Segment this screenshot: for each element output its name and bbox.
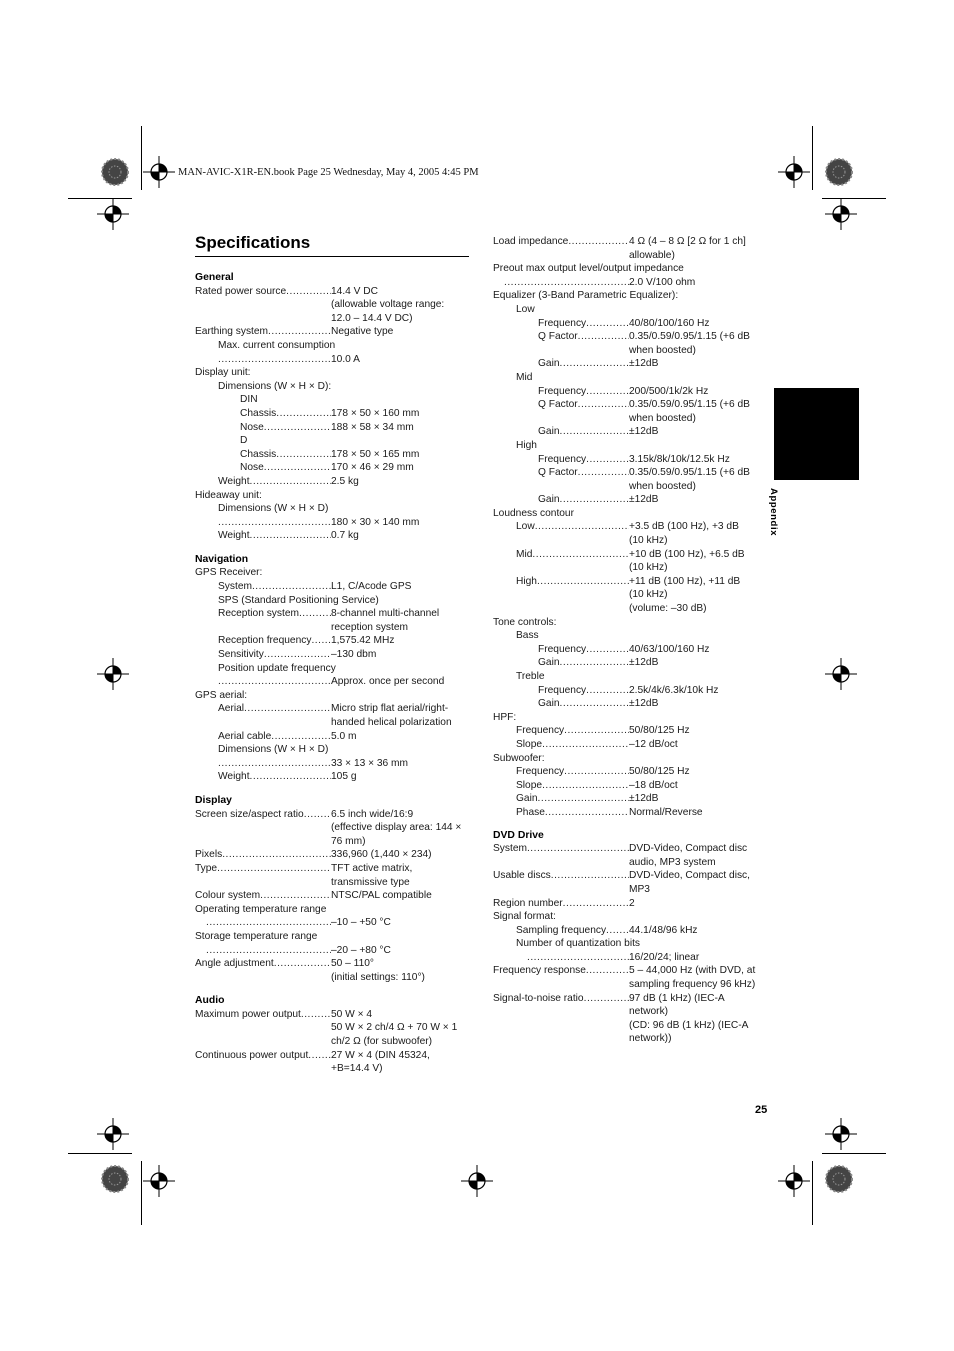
spec-label: Sampling frequency bbox=[516, 924, 607, 936]
spec-value: 40/80/100/160 Hz bbox=[629, 317, 710, 329]
section-heading: Audio bbox=[195, 995, 225, 1007]
spec-label: Maximum power output bbox=[195, 1008, 301, 1020]
spec-entry bbox=[493, 235, 765, 262]
spec-label: Usable discs bbox=[493, 870, 551, 882]
spec-value: 1,575.42 MHz bbox=[331, 635, 395, 647]
spec-entry bbox=[195, 634, 471, 648]
registration-mark-icon bbox=[143, 1165, 175, 1197]
spec-value: 2.5k/4k/6.3k/10k Hz bbox=[629, 684, 719, 696]
leader-dots bbox=[560, 425, 629, 439]
leader-dots bbox=[586, 317, 629, 331]
leader-dots bbox=[299, 607, 331, 634]
spec-value: 0.35/0.59/0.95/1.15 (+6 dB when boosted) bbox=[629, 467, 750, 492]
spec-subheading: SPS (Standard Positioning Service) bbox=[218, 594, 379, 606]
spec-value: 27 W × 4 (DIN 45324, +B=14.4 V) bbox=[331, 1049, 430, 1075]
spec-entry bbox=[493, 792, 765, 806]
spec-label: Signal-to-noise ratio bbox=[493, 992, 584, 1004]
spec-entry bbox=[493, 330, 765, 357]
page-title: Specifications bbox=[195, 233, 469, 257]
spec-value: ±12dB bbox=[629, 698, 659, 710]
spec-label: Region number bbox=[493, 897, 563, 909]
spec-entry bbox=[195, 325, 471, 339]
spec-label: Frequency response bbox=[493, 965, 586, 977]
leader-dots bbox=[260, 889, 331, 903]
spec-value: 188 × 58 × 34 mm bbox=[331, 421, 414, 433]
spec-value: 0.7 kg bbox=[331, 530, 359, 542]
spec-entry bbox=[195, 529, 471, 543]
spec-subheading: Mid bbox=[516, 371, 533, 383]
registration-mark-icon bbox=[778, 156, 810, 188]
leader-dots bbox=[250, 529, 331, 543]
spec-subheading: Storage temperature range bbox=[195, 930, 318, 942]
section-heading: Display bbox=[195, 794, 232, 806]
spec-value: 178 × 50 × 160 mm bbox=[331, 407, 420, 419]
leader-dots bbox=[264, 648, 331, 662]
spec-label: Angle adjustment bbox=[195, 958, 274, 970]
spec-subheading: Position update frequency bbox=[218, 662, 336, 674]
spec-label: Pixels bbox=[195, 849, 223, 861]
leader-dots bbox=[222, 848, 331, 862]
page-number: 25 bbox=[755, 1104, 768, 1116]
section-heading: Navigation bbox=[195, 553, 249, 565]
leader-dots bbox=[218, 353, 331, 367]
registration-mark-icon bbox=[778, 1165, 810, 1197]
leader-dots bbox=[606, 924, 629, 938]
spec-entry bbox=[195, 580, 471, 594]
spec-value: 2.5 kg bbox=[331, 475, 359, 487]
spec-value: ±12dB bbox=[629, 358, 659, 370]
spec-value: Approx. once per second bbox=[331, 676, 445, 688]
spec-label: Gain bbox=[538, 358, 560, 370]
spec-entry bbox=[493, 453, 765, 467]
spec-value: Negative type bbox=[331, 326, 394, 338]
spec-value: 0.35/0.59/0.95/1.15 (+6 dB when boosted) bbox=[629, 399, 750, 424]
leader-dots bbox=[218, 516, 331, 530]
spec-value: ±12dB bbox=[629, 426, 659, 438]
leader-dots bbox=[264, 461, 331, 475]
leader-dots bbox=[535, 520, 629, 547]
spec-value: 180 × 30 × 140 mm bbox=[331, 516, 420, 528]
section-heading: DVD Drive bbox=[493, 829, 544, 841]
spec-label: Phase bbox=[516, 806, 545, 818]
spec-label: Gain bbox=[538, 657, 560, 669]
spec-entry bbox=[195, 770, 471, 784]
spec-subheading: Number of quantization bits bbox=[516, 938, 641, 950]
leader-dots bbox=[564, 765, 629, 779]
spec-value: –18 dB/oct bbox=[629, 779, 678, 791]
leader-dots bbox=[578, 398, 629, 425]
spec-value: –12 dB/oct bbox=[629, 738, 678, 750]
spec-entry bbox=[493, 924, 765, 938]
spec-label: Q Factor bbox=[538, 331, 578, 343]
registration-mark-icon bbox=[143, 156, 175, 188]
leader-dots bbox=[542, 779, 629, 793]
leader-dots bbox=[218, 675, 331, 689]
spec-value: –130 dbm bbox=[331, 649, 377, 661]
spec-value: 44.1/48/96 kHz bbox=[629, 924, 698, 936]
spec-entry bbox=[493, 385, 765, 399]
spec-value: +3.5 dB (100 Hz), +3 dB (10 kHz) bbox=[629, 521, 739, 547]
spec-entry bbox=[195, 944, 471, 958]
leader-dots bbox=[250, 475, 331, 489]
spec-value: 8-channel multi-channel reception system bbox=[331, 608, 440, 633]
spec-value: L1, C/Acode GPS bbox=[331, 581, 412, 593]
spec-entry bbox=[493, 806, 765, 820]
leader-dots bbox=[301, 1008, 331, 1049]
spec-label: Nose bbox=[240, 462, 264, 474]
leader-dots bbox=[578, 466, 629, 493]
spec-value: 170 × 46 × 29 mm bbox=[331, 462, 414, 474]
spec-value: 6.5 inch wide/16:9 (effective display area: 144 × 76 mm) bbox=[331, 808, 462, 847]
spec-column-left bbox=[195, 271, 471, 1076]
leader-dots bbox=[218, 757, 331, 771]
spec-entry bbox=[493, 842, 765, 869]
leader-dots bbox=[308, 1049, 331, 1076]
leader-dots bbox=[527, 842, 629, 869]
spec-label: Frequency bbox=[538, 385, 587, 397]
leader-dots bbox=[560, 656, 629, 670]
spec-entry bbox=[195, 675, 471, 689]
spec-entry bbox=[493, 779, 765, 793]
spec-entry bbox=[195, 808, 471, 849]
spec-label: Frequency bbox=[538, 453, 587, 465]
spec-subheading: High bbox=[516, 439, 537, 451]
spec-entry bbox=[195, 889, 471, 903]
spec-subheading: Subwoofer: bbox=[493, 752, 545, 764]
spec-value: 5 – 44,000 Hz (with DVD, at sampling frequency 96 kHz) bbox=[629, 965, 756, 991]
leader-dots bbox=[586, 964, 629, 991]
spec-label: Chassis bbox=[240, 407, 277, 419]
spec-label: Weight bbox=[218, 771, 250, 783]
spec-value: 14.4 V DC (allowable voltage range: 12.0 – 14.4 V DC) bbox=[331, 285, 445, 324]
spec-label: Type bbox=[195, 862, 218, 874]
spec-subheading: Treble bbox=[516, 671, 545, 682]
spec-entry bbox=[195, 461, 471, 475]
leader-dots bbox=[560, 697, 629, 711]
spec-value: +11 dB (100 Hz), +11 dB (10 kHz) (volume: –30 dB) bbox=[629, 575, 741, 615]
spec-entry bbox=[493, 869, 765, 896]
spec-label: Reception frequency bbox=[218, 635, 312, 647]
leader-dots bbox=[542, 738, 629, 752]
spec-entry bbox=[195, 648, 471, 662]
spec-value: ±12dB bbox=[629, 657, 659, 669]
spec-label: High bbox=[516, 575, 537, 587]
registration-mark-icon bbox=[97, 1118, 129, 1150]
leader-dots bbox=[578, 330, 629, 357]
spec-value: DVD-Video, Compact disc audio, MP3 system bbox=[629, 843, 748, 868]
spec-subheading: Max. current consumption bbox=[218, 339, 336, 351]
spec-value: 50/80/125 Hz bbox=[629, 766, 690, 778]
spec-entry bbox=[195, 285, 471, 326]
spec-entry bbox=[493, 992, 765, 1046]
spec-label: Chassis bbox=[240, 448, 277, 460]
spec-entry bbox=[195, 957, 471, 984]
spec-label: Colour system bbox=[195, 890, 261, 902]
spec-entry bbox=[493, 643, 765, 657]
spec-value: 50/80/125 Hz bbox=[629, 725, 690, 737]
spec-value: 16/20/24; linear bbox=[629, 951, 700, 963]
spec-value: –10 – +50 °C bbox=[331, 917, 391, 929]
spec-value: TFT active matrix, transmissive type bbox=[331, 862, 413, 888]
spec-label: Gain bbox=[538, 494, 560, 506]
leader-dots bbox=[304, 808, 331, 849]
spec-value: DVD-Video, Compact disc, MP3 bbox=[629, 870, 750, 895]
leader-dots bbox=[276, 448, 331, 462]
spec-label: Sensitivity bbox=[218, 649, 264, 661]
spec-value: 2 bbox=[629, 897, 635, 909]
spec-value: ±12dB bbox=[629, 494, 659, 506]
spec-entry bbox=[493, 575, 765, 616]
leader-dots bbox=[560, 493, 629, 507]
section-heading: General bbox=[195, 272, 234, 283]
spec-label: Rated power source bbox=[195, 285, 287, 297]
spec-entry bbox=[195, 407, 471, 421]
spec-value: 336,960 (1,440 × 234) bbox=[331, 849, 432, 861]
leader-dots bbox=[504, 276, 629, 290]
spec-value: 0.35/0.59/0.95/1.15 (+6 dB when boosted) bbox=[629, 331, 750, 356]
spec-entry bbox=[195, 475, 471, 489]
registration-mark-icon bbox=[97, 658, 129, 690]
spec-entry bbox=[195, 353, 471, 367]
spec-entry bbox=[195, 1008, 471, 1049]
spec-subheading: Low bbox=[516, 303, 535, 315]
leader-dots bbox=[311, 634, 331, 648]
spec-entry bbox=[493, 493, 765, 507]
leader-dots bbox=[538, 792, 629, 806]
spec-label: Earthing system bbox=[195, 326, 269, 338]
spec-label: Slope bbox=[516, 779, 543, 791]
spec-entry bbox=[493, 425, 765, 439]
spec-value: 50 – 110° (initial settings: 110°) bbox=[331, 958, 425, 983]
spec-subheading: Loudness contour bbox=[493, 507, 574, 519]
spec-label: Frequency bbox=[516, 766, 565, 778]
spec-entry bbox=[493, 724, 765, 738]
leader-dots bbox=[244, 702, 331, 729]
leader-dots bbox=[545, 806, 629, 820]
spec-label: Aerial bbox=[218, 703, 245, 715]
spec-entry bbox=[195, 702, 471, 729]
spec-entry bbox=[195, 421, 471, 435]
leader-dots bbox=[586, 684, 629, 698]
spec-value: 10.0 A bbox=[331, 353, 360, 365]
spec-label: Load impedance bbox=[493, 236, 569, 247]
registration-mark-icon bbox=[461, 1165, 493, 1197]
spec-entry bbox=[493, 548, 765, 575]
leader-dots bbox=[527, 951, 629, 965]
spec-label: Gain bbox=[538, 426, 560, 438]
spec-value: 200/500/1k/2k Hz bbox=[629, 385, 709, 397]
spec-label: Frequency bbox=[516, 725, 565, 737]
section-tab bbox=[774, 388, 859, 480]
spec-subheading: GPS aerial: bbox=[195, 689, 248, 701]
spec-label: Weight bbox=[218, 530, 250, 542]
spec-value: 105 g bbox=[331, 771, 357, 783]
spec-value: 2.0 V/100 ohm bbox=[629, 276, 696, 288]
leader-dots bbox=[584, 992, 629, 1046]
color-wheel-icon bbox=[101, 1165, 129, 1193]
spec-entry bbox=[195, 448, 471, 462]
leader-dots bbox=[586, 453, 629, 467]
spec-entry bbox=[493, 357, 765, 371]
leader-dots bbox=[537, 575, 629, 616]
spec-label: Slope bbox=[516, 738, 543, 750]
spec-value: 178 × 50 × 165 mm bbox=[331, 448, 420, 460]
spec-label: Mid bbox=[516, 548, 533, 560]
registration-mark-icon bbox=[825, 1118, 857, 1150]
color-wheel-icon bbox=[825, 158, 853, 186]
spec-subheading: Dimensions (W × H × D): bbox=[218, 380, 332, 392]
leader-dots bbox=[560, 357, 629, 371]
spec-label: Frequency bbox=[538, 317, 587, 329]
spec-entry bbox=[195, 516, 471, 530]
spec-value: 40/63/100/160 Hz bbox=[629, 643, 710, 655]
leader-dots bbox=[252, 580, 331, 594]
print-header: MAN-AVIC-X1R-EN.book Page 25 Wednesday, May 4, 2005 4:45 PM bbox=[178, 167, 479, 178]
leader-dots bbox=[206, 916, 331, 930]
leader-dots bbox=[568, 235, 629, 262]
spec-entry bbox=[195, 757, 471, 771]
spec-subheading: Hideaway unit: bbox=[195, 489, 262, 501]
leader-dots bbox=[217, 862, 331, 889]
leader-dots bbox=[206, 944, 331, 958]
spec-entry bbox=[493, 317, 765, 331]
spec-entry bbox=[195, 916, 471, 930]
spec-label: Q Factor bbox=[538, 467, 578, 479]
leader-dots bbox=[264, 421, 331, 435]
spec-entry bbox=[493, 276, 765, 290]
registration-mark-icon bbox=[825, 198, 857, 230]
spec-label: Q Factor bbox=[538, 399, 578, 411]
leader-dots bbox=[564, 724, 629, 738]
spec-subheading: HPF: bbox=[493, 711, 517, 723]
spec-subheading: Tone controls: bbox=[493, 616, 557, 628]
spec-entry bbox=[493, 964, 765, 991]
spec-entry bbox=[493, 684, 765, 698]
registration-mark-icon bbox=[825, 658, 857, 690]
spec-column-right bbox=[493, 235, 765, 1046]
spec-subheading: DIN bbox=[240, 394, 258, 406]
spec-entry bbox=[493, 398, 765, 425]
spec-value: Normal/Reverse bbox=[629, 806, 703, 818]
leader-dots bbox=[271, 730, 331, 744]
spec-value: ±12dB bbox=[629, 793, 659, 805]
spec-subheading: Display unit: bbox=[195, 367, 251, 379]
spec-value: 33 × 13 × 36 mm bbox=[331, 757, 409, 769]
leader-dots bbox=[563, 897, 629, 911]
spec-subheading: GPS Receiver: bbox=[195, 567, 263, 579]
leader-dots bbox=[551, 869, 629, 896]
spec-value: 4 Ω (4 – 8 Ω [2 Ω for 1 ch] allowable) bbox=[629, 236, 746, 261]
spec-entry bbox=[195, 607, 471, 634]
leader-dots bbox=[250, 770, 331, 784]
spec-label: Low bbox=[516, 521, 535, 533]
spec-label: Weight bbox=[218, 475, 250, 487]
leader-dots bbox=[532, 548, 629, 575]
spec-entry bbox=[195, 848, 471, 862]
spec-subheading: Dimensions (W × H × D) bbox=[218, 744, 329, 756]
spec-entry bbox=[195, 1049, 471, 1076]
spec-entry bbox=[493, 765, 765, 779]
spec-value: Micro strip flat aerial/right- handed helical polarization bbox=[331, 703, 452, 728]
spec-label: Gain bbox=[538, 698, 560, 710]
leader-dots bbox=[586, 385, 629, 399]
spec-label: Gain bbox=[516, 793, 538, 805]
leader-dots bbox=[586, 643, 629, 657]
leader-dots bbox=[274, 957, 331, 984]
spec-entry bbox=[493, 656, 765, 670]
color-wheel-icon bbox=[101, 158, 129, 186]
spec-label: Reception system bbox=[218, 608, 299, 620]
spec-label: Nose bbox=[240, 421, 264, 433]
spec-entry bbox=[493, 897, 765, 911]
spec-entry bbox=[195, 862, 471, 889]
spec-entry bbox=[493, 520, 765, 547]
registration-mark-icon bbox=[97, 198, 129, 230]
spec-subheading: Preout max output level/output impedance bbox=[493, 263, 684, 275]
leader-dots bbox=[286, 285, 331, 326]
spec-label: Aerial cable bbox=[218, 730, 272, 742]
spec-label: Screen size/aspect ratio bbox=[195, 808, 304, 820]
spec-label: Frequency bbox=[538, 643, 587, 655]
leader-dots bbox=[268, 325, 331, 339]
spec-value: NTSC/PAL compatible bbox=[331, 890, 432, 902]
spec-label: Continuous power output bbox=[195, 1049, 309, 1061]
spec-subheading: Equalizer (3-Band Parametric Equalizer): bbox=[493, 290, 679, 302]
spec-subheading: D bbox=[240, 435, 248, 447]
leader-dots bbox=[276, 407, 331, 421]
spec-entry bbox=[493, 951, 765, 965]
spec-value: 50 W × 4 50 W × 2 ch/4 Ω + 70 W × 1 ch/2 Ω (for subwoofer) bbox=[331, 1008, 458, 1048]
spec-subheading: Operating temperature range bbox=[195, 903, 327, 915]
spec-label: System bbox=[218, 581, 252, 593]
spec-value: 97 dB (1 kHz) (IEC-A network) (CD: 96 dB (1 kHz) (IEC-A network)) bbox=[629, 992, 749, 1045]
spec-entry bbox=[195, 730, 471, 744]
spec-value: 3.15k/8k/10k/12.5k Hz bbox=[629, 453, 730, 465]
section-tab-label: Appendix bbox=[768, 488, 779, 537]
spec-entry bbox=[493, 697, 765, 711]
spec-value: –20 – +80 °C bbox=[331, 944, 391, 956]
spec-subheading: Dimensions (W × H × D) bbox=[218, 503, 329, 515]
spec-label: System bbox=[493, 843, 527, 855]
spec-value: 5.0 m bbox=[331, 730, 357, 742]
spec-subheading: Signal format: bbox=[493, 911, 556, 923]
spec-entry bbox=[493, 466, 765, 493]
spec-entry bbox=[493, 738, 765, 752]
spec-label: Frequency bbox=[538, 684, 587, 696]
spec-value: +10 dB (100 Hz), +6.5 dB (10 kHz) bbox=[629, 548, 745, 574]
color-wheel-icon bbox=[825, 1165, 853, 1193]
spec-subheading: Bass bbox=[516, 630, 539, 642]
